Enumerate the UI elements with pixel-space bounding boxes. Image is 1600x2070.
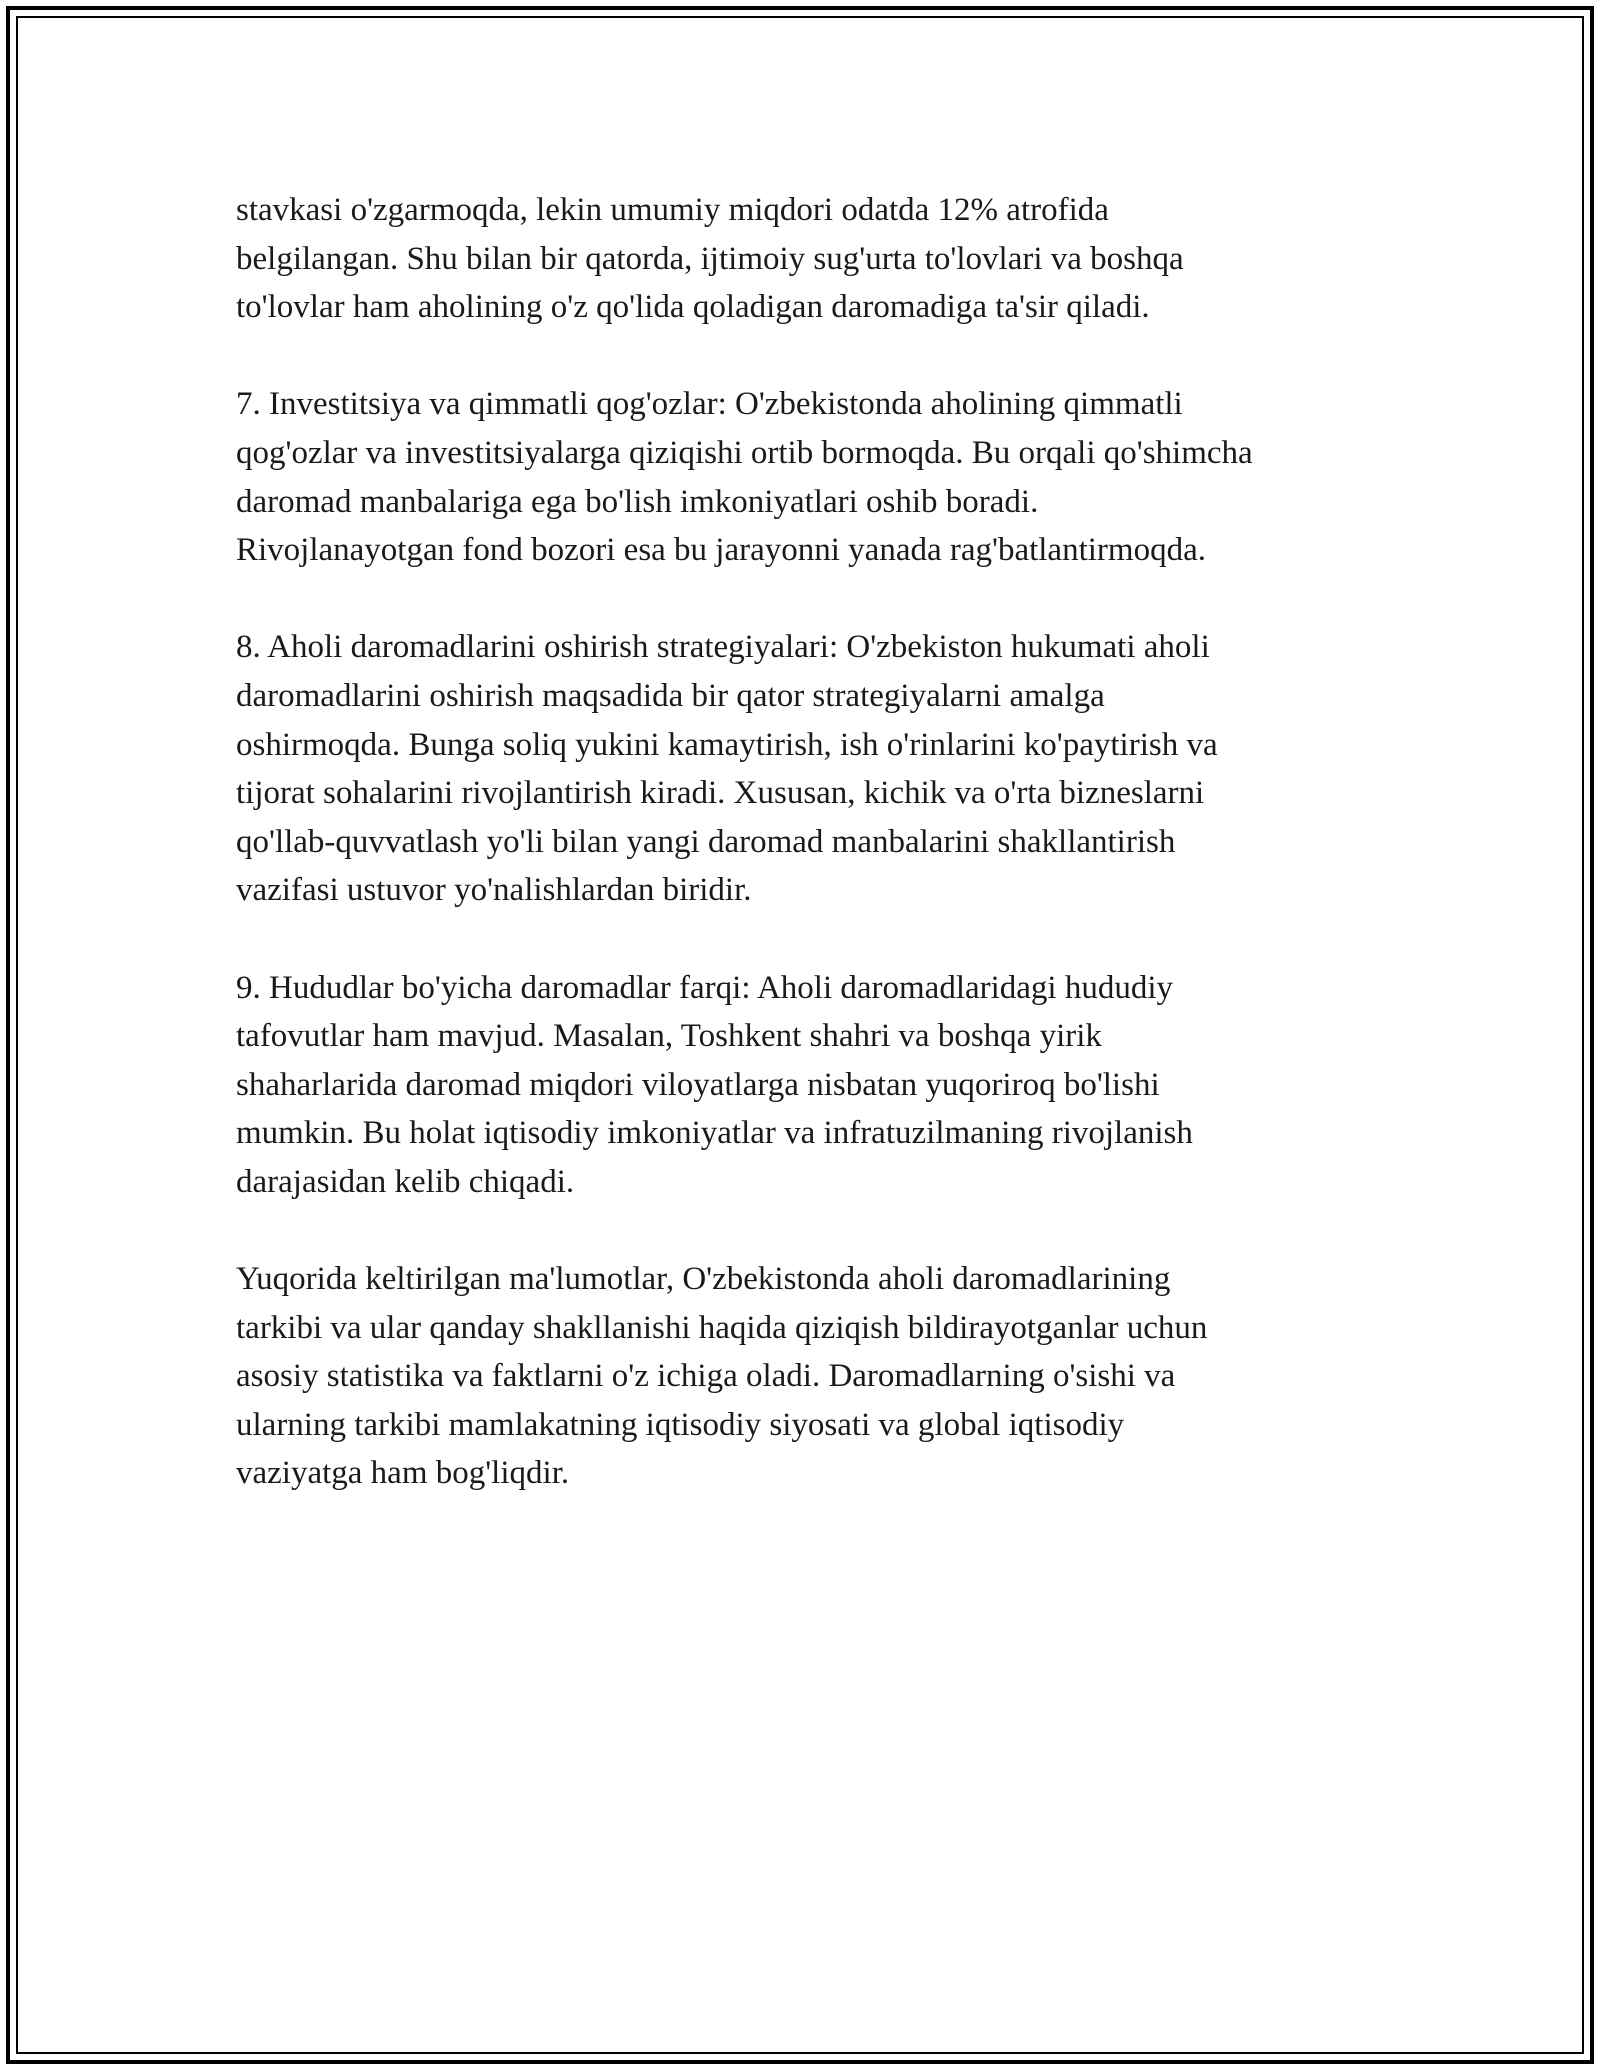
paragraph-regional-differences: 9. Hududlar bo'yicha daromadlar farqi: Aholi daromadlaridagi hududiy tafovutlar ham mavjud. Masalan, Toshkent shahri va boshqa yirik shaharlarida daromad miqdori viloyatlarga nisbatan yuqoriroq bo'lishi mumkin. Bu holat iqtisodiy imkoniyatlar va infratuzilmaning rivojlanish darajasidan kelib chiqadi. [236, 969, 1193, 1200]
paragraph-conclusion: Yuqorida keltirilgan ma'lumotlar, O'zbekistonda aholi daromadlarining tarkibi va ular qanday shakllanishi haqida qiziqish bildirayotganlar uchun asosiy statistika va faktlarni o'z ichiga oladi. Daromadlarning o'sishi va ularning tarkibi mamlakatning iqtisodiy siyosati va global iqtisodiy vaziyatga ham bog'liqdir. [236, 1261, 1208, 1492]
paragraph-tax-rate: stavkasi o'zgarmoqda, lekin umumiy miqdori odatda 12% atrofida belgilangan. Shu bilan bir qatorda, ijtimoiy sug'urta to'lovlari va boshqa to'lovlar ham aholining o'z qo'lida qoladigan daromadiga ta'sir qiladi. [236, 192, 1184, 326]
paragraph-investments: 7. Investitsiya va qimmatli qog'ozlar: O'zbekistonda aholining qimmatli qog'ozlar va investitsiyalarga qiziqishi ortib bormoqda. Bu orqali qo'shimcha daromad manbalariga ega bo'lish imkoniyatlari oshib boradi. Rivojlanayotgan fond bozori esa bu jarayonni yanada rag'batlantirmoqda. [236, 386, 1253, 569]
document-body [236, 186, 1416, 1498]
paragraph-income-strategies: 8. Aholi daromadlarini oshirish strategiyalari: O'zbekiston hukumati aholi daromadlarini oshirish maqsadida bir qator strategiyalarni amalga oshirmoqda. Bunga soliq yukini kamaytirish, ish o'rinlarini ko'paytirish va tijorat sohalarini rivojlantirish kiradi. Xususan, kichik va o'rta bizneslarni qo'llab-quvvatlash yo'li bilan yangi daromad manbalarini shakllantirish vazifasi ustuvor yo'nalishlardan biridir. [236, 629, 1218, 909]
